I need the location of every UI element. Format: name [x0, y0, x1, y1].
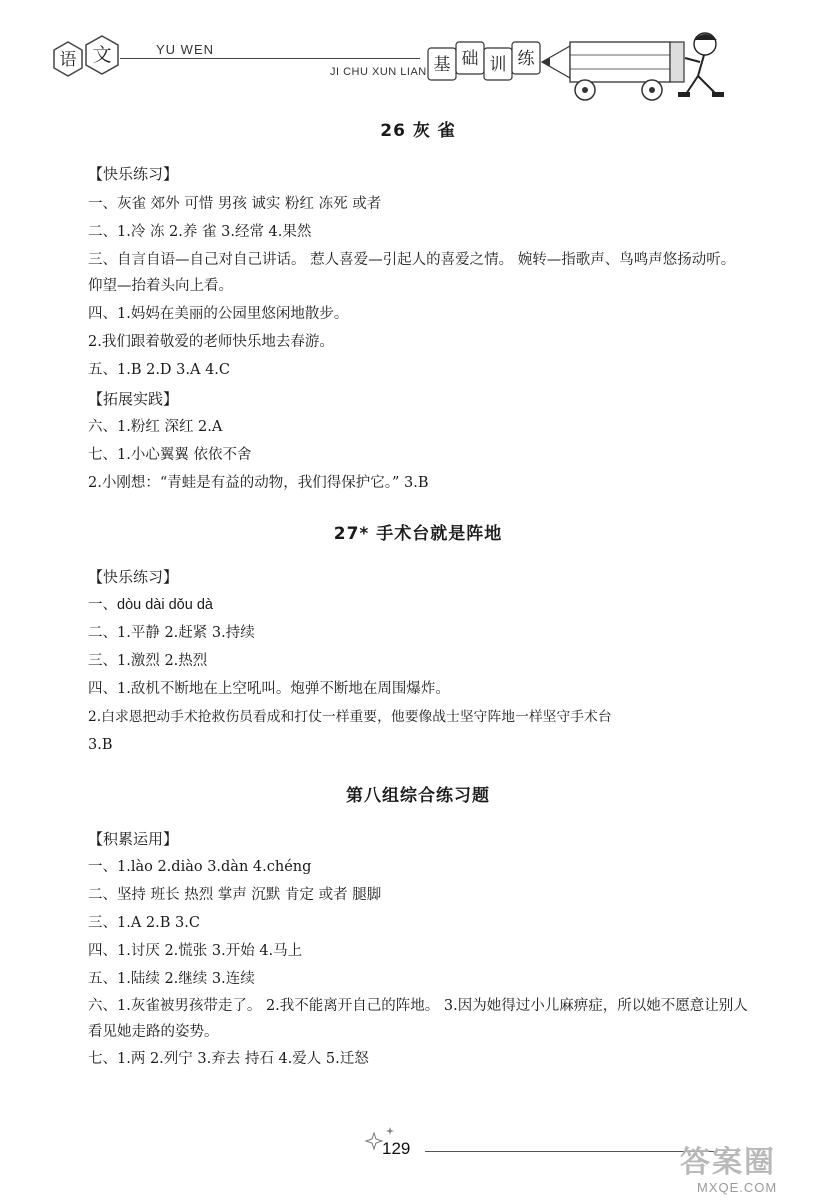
- subject-label: YU WEN: [156, 42, 214, 57]
- logo-char-1: 语: [59, 50, 77, 70]
- lesson-27-title: 27* 手术台就是阵地: [333, 524, 503, 544]
- logo-char-2: 文: [92, 44, 112, 66]
- page-header: [0, 0, 815, 110]
- header-rule: [120, 58, 420, 59]
- lesson-26-title: 26 灰 雀: [380, 121, 456, 141]
- lesson-26-line-4: 四、1.妈妈在美丽的公园里悠闲地散步。: [88, 306, 349, 322]
- page-footer: [0, 1115, 815, 1200]
- banner-char-3: 训: [489, 55, 507, 75]
- lesson-27-line-4: 四、1.敌机不断地在上空吼叫。炮弹不断地在周围爆炸。: [88, 681, 450, 697]
- lesson-27-line-2: 二、1.平静 2.赶紧 3.持续: [88, 625, 255, 641]
- lesson-26-happy-heading: 【快乐练习】: [88, 165, 179, 183]
- group-8-heading: 【积累运用】: [88, 830, 179, 848]
- group-8-line-3: 三、1.A 2.B 3.C: [88, 915, 200, 931]
- answer-content: [88, 112, 748, 1069]
- lesson-27-line-3: 三、1.激烈 2.热烈: [88, 653, 208, 669]
- page-number: 129: [382, 1139, 411, 1158]
- banner-char-2: 础: [461, 49, 479, 69]
- lesson-26-line-2: 二、1.冷 冻 2.养 雀 3.经常 4.果然: [88, 224, 312, 240]
- banner-char-1: 基: [433, 55, 451, 75]
- group-8-line-7: 七、1.两 2.列宁 3.弃去 持石 4.爱人 5.迁怒: [88, 1051, 369, 1067]
- lesson-26-practice-line-1: 六、1.粉红 深红 2.A: [88, 419, 223, 435]
- series-label: JI CHU XUN LIAN: [330, 66, 427, 78]
- banner-char-4: 练: [517, 49, 535, 69]
- lesson-27-line-1: 一、dòu dài dǒu dà: [88, 597, 213, 613]
- group-8-line-6: 六、1.灰雀被男孩带走了。 2.我不能离开自己的阵地。 3.因为她得过小儿麻痹症，所以她不愿意让别人看见她走路的姿势。: [88, 998, 748, 1040]
- lesson-27-line-6: 3.B: [88, 737, 113, 753]
- lesson-26-line-3: 三、自言自语—自己对自己讲话。 惹人喜爱—引起人的喜爱之情。 婉转—指歌声、鸟鸣声悠扬动听。 仰望—抬着头向上看。: [88, 252, 736, 294]
- lesson-26-line-5: 2.我们跟着敬爱的老师快乐地去春游。: [88, 334, 334, 350]
- lesson-26-line-1: 一、灰雀 郊外 可惜 男孩 诚实 粉红 冻死 或者: [88, 196, 382, 212]
- group-8-title: 第八组综合练习题: [346, 786, 490, 806]
- group-8-line-1: 一、1.lào 2.diào 3.dàn 4.chéng: [88, 859, 312, 875]
- group-8-line-2: 二、坚持 班长 热烈 掌声 沉默 肯定 或者 腿脚: [88, 887, 382, 903]
- lesson-26-practice-heading: 【拓展实践】: [88, 390, 179, 408]
- group-8-line-4: 四、1.讨厌 2.慌张 3.开始 4.马上: [88, 943, 303, 959]
- lesson-27-line-5: 2.白求恩把动手术抢救伤员看成和打仗一样重要，他要像战士坚守阵地一样坚守手术台: [88, 709, 612, 725]
- group-8-line-5: 五、1.陆续 2.继续 3.连续: [88, 971, 255, 987]
- footer-rule: [425, 1151, 715, 1152]
- lesson-27-happy-heading: 【快乐练习】: [88, 568, 179, 586]
- lesson-26-line-6: 五、1.B 2.D 3.A 4.C: [88, 362, 231, 378]
- lesson-26-practice-line-3: 2.小刚想：“青蛙是有益的动物，我们得保护它。” 3.B: [88, 475, 429, 491]
- watermark-url: MXQE.COM: [697, 1180, 778, 1195]
- pencil-cart-illustration-icon: [420, 28, 740, 108]
- watermark-logo: 答案圈: [680, 1145, 776, 1180]
- lesson-26-practice-line-2: 七、1.小心翼翼 依依不舍: [88, 447, 252, 463]
- subject-logo-icon: [40, 32, 160, 102]
